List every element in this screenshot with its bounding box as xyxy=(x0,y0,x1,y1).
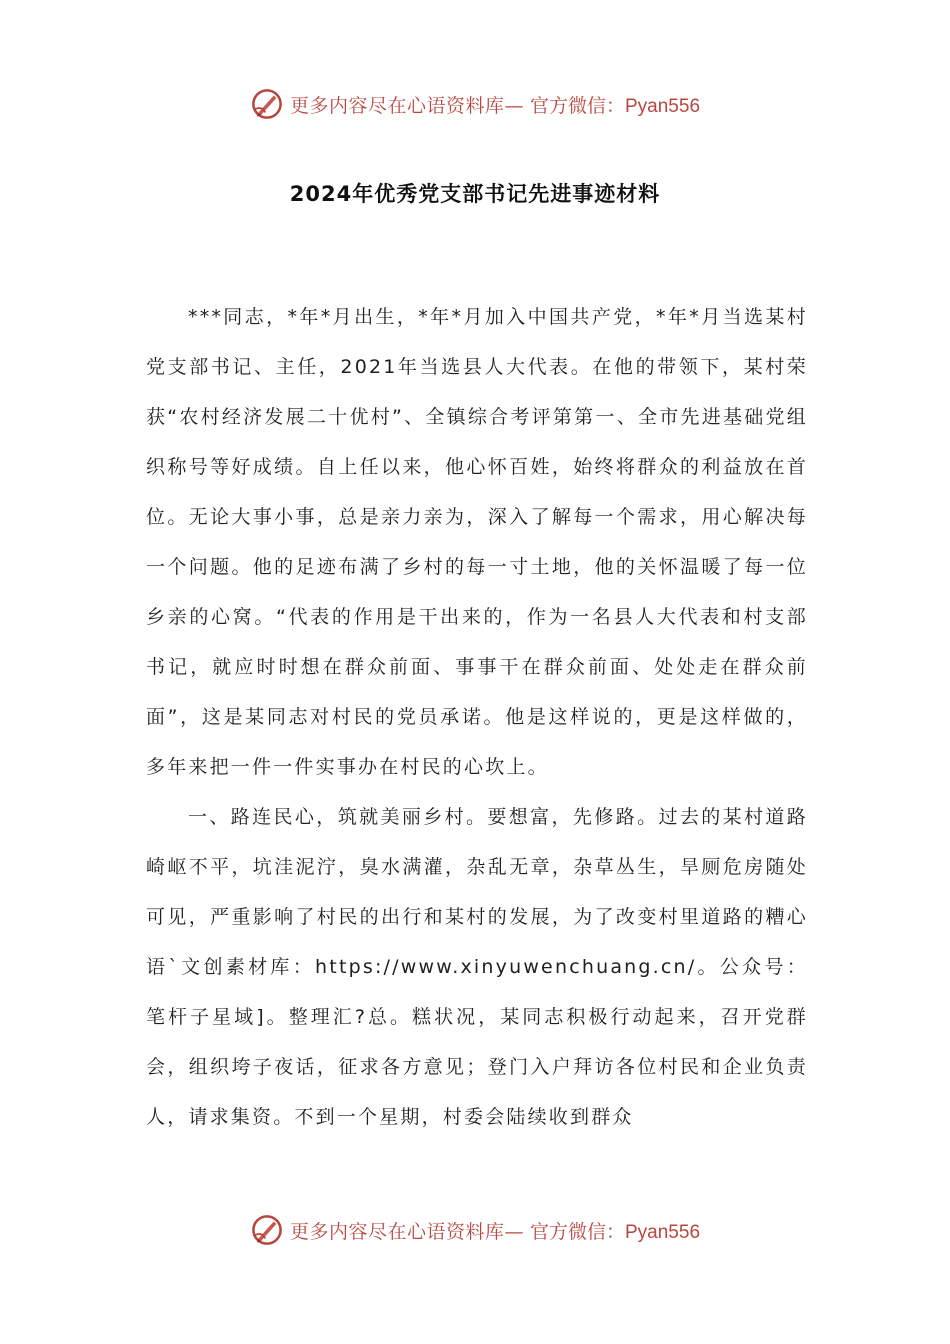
banner-wechat-id: 官方微信：Pyan556 xyxy=(530,1221,701,1243)
document-title: 2024年优秀党支部书记先进事迹材料 xyxy=(289,182,661,206)
banner-wechat-id: 官方微信：Pyan556 xyxy=(530,95,701,117)
header-watermark-banner xyxy=(0,82,950,126)
pen-logo-icon xyxy=(250,87,284,121)
paragraph-section-one: 一、路连民心，筑就美丽乡村。要想富，先修路。过去的某村道路崎岖不平，坑洼泥泞，臭水满灌，杂乱无章，杂草丛生，旱厕危房随处可见，严重影响了村民的出行和某村的发展，为了改变村里道路的糟心语`文创素材库：https://www.xinyuwenchuang.cn/。公众号：笔杆子星域]。整理汇?总。糕状况，某同志积极行动起来，召开党群会，组织垮子夜话，征求各方意见；登门入户拜访各位村民和企业负责人，请求集资。不到一个星期，村委会陆续收到群众 xyxy=(146,806,808,1128)
banner-text: 更多内容尽在心语资料库— xyxy=(289,94,524,117)
banner-text: 更多内容尽在心语资料库— xyxy=(289,1220,524,1243)
document-body xyxy=(146,292,808,1142)
paragraph-intro: ***同志，*年*月出生，*年*月加入中国共产党，*年*月当选某村党支部书记、主任，2021年当选县人大代表。在他的带领下，某村荣获“农村经济发展二十优村”、全镇综合考评第第一、全市先进基础党组织称号等好成绩。自上任以来，他心怀百姓，始终将群众的利益放在首位。无论大事小事，总是亲力亲为，深入了解每一个需求，用心解决每一个问题。他的足迹布满了乡村的每一寸土地，他的关怀温暖了每一位乡亲的心窝。“代表的作用是干出来的，作为一名县人大代表和村支部书记，就应时时想在群众前面、事事干在群众前面、处处走在群众前面”，这是某同志对村民的党员承诺。他是这样说的，更是这样做的，多年来把一件一件实事办在村民的心坎上。 xyxy=(146,306,808,778)
footer-watermark-banner xyxy=(0,1208,950,1252)
pen-logo-icon xyxy=(250,1213,284,1247)
